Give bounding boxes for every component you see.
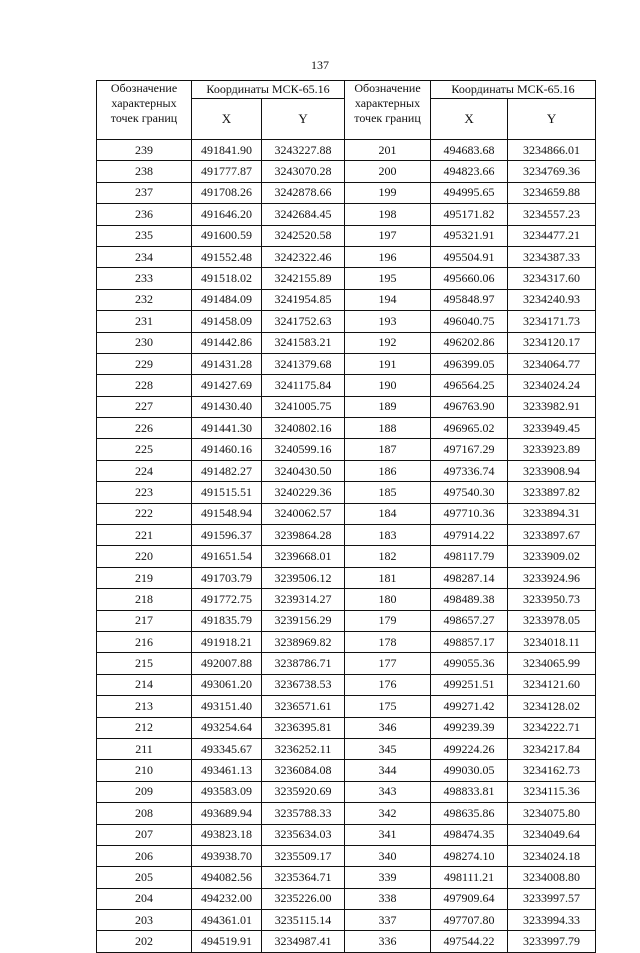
table-row — [97, 931, 596, 952]
x-left: 491772.75 — [192, 589, 262, 610]
x-left: 491708.26 — [192, 182, 262, 203]
y-right: 3234171.73 — [508, 311, 596, 332]
point-id-left: 206 — [97, 845, 192, 866]
point-id-right: 175 — [345, 696, 431, 717]
x-right: 497914.22 — [431, 525, 508, 546]
x-right: 495660.06 — [431, 268, 508, 289]
table-row — [97, 760, 596, 781]
x-left: 494082.56 — [192, 867, 262, 888]
table-row — [97, 418, 596, 439]
point-id-left: 207 — [97, 824, 192, 845]
point-id-left: 216 — [97, 631, 192, 652]
point-id-left: 215 — [97, 653, 192, 674]
x-right: 497167.29 — [431, 439, 508, 460]
x-right: 496399.05 — [431, 353, 508, 374]
table-row — [97, 460, 596, 481]
point-id-left: 225 — [97, 439, 192, 460]
header-designation-line1: Обозначение — [354, 81, 421, 95]
table-row — [97, 738, 596, 759]
y-left: 3235115.14 — [262, 910, 345, 931]
y-right: 3234024.24 — [508, 375, 596, 396]
header-designation-line3: точек границ — [110, 111, 178, 125]
y-left: 3241379.68 — [262, 353, 345, 374]
header-y-left: Y — [262, 99, 345, 140]
y-left: 3240430.50 — [262, 460, 345, 481]
point-id-right: 186 — [345, 460, 431, 481]
point-id-left: 220 — [97, 546, 192, 567]
y-right: 3234121.60 — [508, 674, 596, 695]
y-right: 3233897.67 — [508, 525, 596, 546]
x-right: 494995.65 — [431, 182, 508, 203]
table-header-row — [97, 81, 596, 99]
point-id-left: 217 — [97, 610, 192, 631]
x-left: 491484.09 — [192, 289, 262, 310]
point-id-right: 178 — [345, 631, 431, 652]
table-row — [97, 781, 596, 802]
y-right: 3233897.82 — [508, 482, 596, 503]
x-right: 497909.64 — [431, 888, 508, 909]
y-left: 3239668.01 — [262, 546, 345, 567]
y-right: 3234557.23 — [508, 204, 596, 225]
x-left: 491548.94 — [192, 503, 262, 524]
point-id-left: 204 — [97, 888, 192, 909]
point-id-left: 226 — [97, 418, 192, 439]
header-x-right: X — [431, 99, 508, 140]
header-coordinates-left: Координаты МСК-65.16 — [192, 81, 345, 99]
y-left: 3240229.36 — [262, 482, 345, 503]
point-id-right: 180 — [345, 589, 431, 610]
y-left: 3242878.66 — [262, 182, 345, 203]
y-right: 3234075.80 — [508, 803, 596, 824]
point-id-right: 338 — [345, 888, 431, 909]
table-row — [97, 824, 596, 845]
y-left: 3239506.12 — [262, 567, 345, 588]
header-designation-line1: Обозначение — [110, 81, 178, 95]
point-id-left: 234 — [97, 246, 192, 267]
x-right: 498635.86 — [431, 803, 508, 824]
y-left: 3236738.53 — [262, 674, 345, 695]
x-right: 495504.91 — [431, 246, 508, 267]
table-row — [97, 696, 596, 717]
table-row — [97, 867, 596, 888]
point-id-right: 188 — [345, 418, 431, 439]
x-left: 494519.91 — [192, 931, 262, 952]
point-id-left: 208 — [97, 803, 192, 824]
y-left: 3241005.75 — [262, 396, 345, 417]
y-left: 3238786.71 — [262, 653, 345, 674]
y-right: 3234866.01 — [508, 140, 596, 161]
point-id-right: 176 — [345, 674, 431, 695]
x-left: 491841.90 — [192, 140, 262, 161]
x-right: 498474.35 — [431, 824, 508, 845]
header-x-left: X — [192, 99, 262, 140]
x-right: 499030.05 — [431, 760, 508, 781]
x-right: 499224.26 — [431, 738, 508, 759]
point-id-right: 197 — [345, 225, 431, 246]
x-right: 497544.22 — [431, 931, 508, 952]
point-id-right: 187 — [345, 439, 431, 460]
table-row — [97, 246, 596, 267]
x-right: 496564.25 — [431, 375, 508, 396]
point-id-left: 238 — [97, 161, 192, 182]
point-id-right: 193 — [345, 311, 431, 332]
y-right: 3234222.71 — [508, 717, 596, 738]
y-right: 3233950.73 — [508, 589, 596, 610]
table-row — [97, 204, 596, 225]
point-id-right: 201 — [345, 140, 431, 161]
point-id-right: 346 — [345, 717, 431, 738]
point-id-right: 200 — [345, 161, 431, 182]
x-right: 499251.51 — [431, 674, 508, 695]
x-left: 491442.86 — [192, 332, 262, 353]
x-right: 497336.74 — [431, 460, 508, 481]
point-id-left: 211 — [97, 738, 192, 759]
x-left: 493461.13 — [192, 760, 262, 781]
table-row — [97, 631, 596, 652]
x-left: 491703.79 — [192, 567, 262, 588]
point-id-right: 341 — [345, 824, 431, 845]
y-left: 3240062.57 — [262, 503, 345, 524]
x-right: 498287.14 — [431, 567, 508, 588]
x-right: 499271.42 — [431, 696, 508, 717]
table-row — [97, 311, 596, 332]
point-id-left: 212 — [97, 717, 192, 738]
x-right: 498489.38 — [431, 589, 508, 610]
point-id-left: 232 — [97, 289, 192, 310]
y-right: 3233923.89 — [508, 439, 596, 460]
header-designation-line2: характерных — [354, 96, 421, 110]
y-left: 3241583.21 — [262, 332, 345, 353]
table-row — [97, 674, 596, 695]
y-left: 3241752.63 — [262, 311, 345, 332]
y-right: 3234387.33 — [508, 246, 596, 267]
x-left: 493938.70 — [192, 845, 262, 866]
table-row — [97, 653, 596, 674]
point-id-left: 235 — [97, 225, 192, 246]
y-right: 3234477.21 — [508, 225, 596, 246]
y-left: 3243070.28 — [262, 161, 345, 182]
y-left: 3235509.17 — [262, 845, 345, 866]
point-id-right: 194 — [345, 289, 431, 310]
table-row — [97, 845, 596, 866]
point-id-left: 222 — [97, 503, 192, 524]
y-right: 3234018.11 — [508, 631, 596, 652]
y-left: 3235788.33 — [262, 803, 345, 824]
point-id-right: 191 — [345, 353, 431, 374]
x-left: 491427.69 — [192, 375, 262, 396]
table-row — [97, 268, 596, 289]
point-id-right: 340 — [345, 845, 431, 866]
y-right: 3233908.94 — [508, 460, 596, 481]
point-id-left: 224 — [97, 460, 192, 481]
point-id-left: 210 — [97, 760, 192, 781]
x-left: 491646.20 — [192, 204, 262, 225]
x-left: 491600.59 — [192, 225, 262, 246]
table-body — [97, 140, 596, 953]
x-left: 493254.64 — [192, 717, 262, 738]
x-right: 496040.75 — [431, 311, 508, 332]
y-left: 3236571.61 — [262, 696, 345, 717]
y-right: 3233994.33 — [508, 910, 596, 931]
table-row — [97, 225, 596, 246]
y-right: 3233982.91 — [508, 396, 596, 417]
y-left: 3242155.89 — [262, 268, 345, 289]
x-left: 493151.40 — [192, 696, 262, 717]
y-left: 3243227.88 — [262, 140, 345, 161]
x-left: 491596.37 — [192, 525, 262, 546]
point-id-right: 185 — [345, 482, 431, 503]
x-right: 498657.27 — [431, 610, 508, 631]
x-left: 492007.88 — [192, 653, 262, 674]
y-right: 3234008.80 — [508, 867, 596, 888]
page-number: 137 — [311, 58, 329, 72]
x-right: 495848.97 — [431, 289, 508, 310]
point-id-right: 339 — [345, 867, 431, 888]
y-right: 3233924.96 — [508, 567, 596, 588]
x-left: 491441.30 — [192, 418, 262, 439]
header-designation-line2: характерных — [111, 96, 177, 110]
x-left: 491651.54 — [192, 546, 262, 567]
point-id-left: 230 — [97, 332, 192, 353]
header-coordinates-right: Координаты МСК-65.16 — [431, 81, 596, 99]
point-id-left: 205 — [97, 867, 192, 888]
table-row — [97, 503, 596, 524]
x-right: 498117.79 — [431, 546, 508, 567]
point-id-right: 196 — [345, 246, 431, 267]
x-right: 498111.21 — [431, 867, 508, 888]
point-id-right: 192 — [345, 332, 431, 353]
table-row — [97, 332, 596, 353]
table-row — [97, 396, 596, 417]
point-id-right: 344 — [345, 760, 431, 781]
x-left: 494232.00 — [192, 888, 262, 909]
point-id-left: 231 — [97, 311, 192, 332]
x-left: 491460.16 — [192, 439, 262, 460]
x-right: 494823.66 — [431, 161, 508, 182]
table-row — [97, 482, 596, 503]
x-right: 495171.82 — [431, 204, 508, 225]
point-id-left: 221 — [97, 525, 192, 546]
y-left: 3236395.81 — [262, 717, 345, 738]
y-right: 3234240.93 — [508, 289, 596, 310]
x-left: 491777.87 — [192, 161, 262, 182]
x-right: 498274.10 — [431, 845, 508, 866]
point-id-left: 229 — [97, 353, 192, 374]
x-left: 493345.67 — [192, 738, 262, 759]
y-right: 3233949.45 — [508, 418, 596, 439]
y-right: 3234659.88 — [508, 182, 596, 203]
x-right: 496202.86 — [431, 332, 508, 353]
x-left: 494361.01 — [192, 910, 262, 931]
point-id-right: 199 — [345, 182, 431, 203]
y-right: 3233909.02 — [508, 546, 596, 567]
y-right: 3234120.17 — [508, 332, 596, 353]
point-id-right: 179 — [345, 610, 431, 631]
x-left: 493061.20 — [192, 674, 262, 695]
x-left: 491482.27 — [192, 460, 262, 481]
x-right: 496965.02 — [431, 418, 508, 439]
x-right: 498857.17 — [431, 631, 508, 652]
y-left: 3236084.08 — [262, 760, 345, 781]
table-row — [97, 610, 596, 631]
x-left: 491835.79 — [192, 610, 262, 631]
table-row — [97, 140, 596, 161]
table-row — [97, 567, 596, 588]
y-left: 3240802.16 — [262, 418, 345, 439]
point-id-right: 198 — [345, 204, 431, 225]
table-row — [97, 589, 596, 610]
point-id-left: 236 — [97, 204, 192, 225]
y-left: 3240599.16 — [262, 439, 345, 460]
y-right: 3233978.05 — [508, 610, 596, 631]
x-left: 491430.40 — [192, 396, 262, 417]
x-left: 491431.28 — [192, 353, 262, 374]
point-id-right: 183 — [345, 525, 431, 546]
point-id-right: 189 — [345, 396, 431, 417]
y-left: 3235226.00 — [262, 888, 345, 909]
header-designation-line3: точек границ — [354, 111, 421, 125]
point-id-left: 237 — [97, 182, 192, 203]
point-id-right: 343 — [345, 781, 431, 802]
table-row — [97, 525, 596, 546]
y-right: 3234317.60 — [508, 268, 596, 289]
point-id-right: 181 — [345, 567, 431, 588]
y-left: 3242322.46 — [262, 246, 345, 267]
x-right: 496763.90 — [431, 396, 508, 417]
point-id-left: 219 — [97, 567, 192, 588]
x-left: 491918.21 — [192, 631, 262, 652]
x-left: 491552.48 — [192, 246, 262, 267]
table-row — [97, 289, 596, 310]
x-right: 495321.91 — [431, 225, 508, 246]
y-left: 3242520.58 — [262, 225, 345, 246]
table-row — [97, 717, 596, 738]
point-id-right: 345 — [345, 738, 431, 759]
header-y-right: Y — [508, 99, 596, 140]
point-id-left: 218 — [97, 589, 192, 610]
y-right: 3234024.18 — [508, 845, 596, 866]
point-id-left: 228 — [97, 375, 192, 396]
y-left: 3241175.84 — [262, 375, 345, 396]
table-row — [97, 182, 596, 203]
y-right: 3234217.84 — [508, 738, 596, 759]
point-id-left: 213 — [97, 696, 192, 717]
point-id-left: 239 — [97, 140, 192, 161]
y-left: 3241954.85 — [262, 289, 345, 310]
table-row — [97, 546, 596, 567]
point-id-right: 182 — [345, 546, 431, 567]
point-id-left: 203 — [97, 910, 192, 931]
x-left: 493583.09 — [192, 781, 262, 802]
header-designation-right — [345, 81, 431, 140]
y-right: 3233997.79 — [508, 931, 596, 952]
point-id-right: 177 — [345, 653, 431, 674]
table-row — [97, 353, 596, 374]
point-id-right: 184 — [345, 503, 431, 524]
y-right: 3234065.99 — [508, 653, 596, 674]
y-left: 3239156.29 — [262, 610, 345, 631]
point-id-left: 214 — [97, 674, 192, 695]
x-right: 499239.39 — [431, 717, 508, 738]
point-id-right: 337 — [345, 910, 431, 931]
x-left: 493823.18 — [192, 824, 262, 845]
y-right: 3234064.77 — [508, 353, 596, 374]
x-right: 497710.36 — [431, 503, 508, 524]
x-right: 498833.81 — [431, 781, 508, 802]
y-left: 3236252.11 — [262, 738, 345, 759]
table-row — [97, 161, 596, 182]
y-left: 3239864.28 — [262, 525, 345, 546]
point-id-right: 190 — [345, 375, 431, 396]
x-left: 493689.94 — [192, 803, 262, 824]
x-right: 497540.30 — [431, 482, 508, 503]
y-right: 3234769.36 — [508, 161, 596, 182]
y-left: 3235634.03 — [262, 824, 345, 845]
point-id-left: 227 — [97, 396, 192, 417]
point-id-left: 223 — [97, 482, 192, 503]
point-id-right: 342 — [345, 803, 431, 824]
table-row — [97, 888, 596, 909]
header-designation-left — [97, 81, 192, 140]
y-right: 3234115.36 — [508, 781, 596, 802]
point-id-left: 233 — [97, 268, 192, 289]
y-left: 3234987.41 — [262, 931, 345, 952]
y-right: 3234049.64 — [508, 824, 596, 845]
point-id-left: 209 — [97, 781, 192, 802]
x-left: 491515.51 — [192, 482, 262, 503]
point-id-left: 202 — [97, 931, 192, 952]
x-right: 499055.36 — [431, 653, 508, 674]
point-id-right: 336 — [345, 931, 431, 952]
x-right: 494683.68 — [431, 140, 508, 161]
y-left: 3235364.71 — [262, 867, 345, 888]
table-row — [97, 910, 596, 931]
y-right: 3234162.73 — [508, 760, 596, 781]
y-right: 3233997.57 — [508, 888, 596, 909]
x-left: 491458.09 — [192, 311, 262, 332]
y-left: 3235920.69 — [262, 781, 345, 802]
table-row — [97, 375, 596, 396]
coordinates-table — [96, 80, 596, 953]
table-row — [97, 439, 596, 460]
y-right: 3234128.02 — [508, 696, 596, 717]
x-right: 497707.80 — [431, 910, 508, 931]
y-right: 3233894.31 — [508, 503, 596, 524]
y-left: 3239314.27 — [262, 589, 345, 610]
point-id-right: 195 — [345, 268, 431, 289]
x-left: 491518.02 — [192, 268, 262, 289]
y-left: 3238969.82 — [262, 631, 345, 652]
y-left: 3242684.45 — [262, 204, 345, 225]
table-row — [97, 803, 596, 824]
